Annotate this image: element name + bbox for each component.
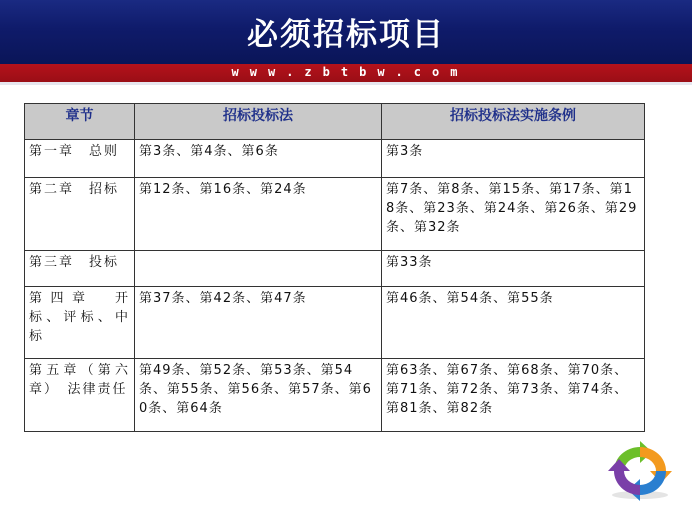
header-law: 招标投标法 — [135, 104, 382, 140]
table-row — [25, 178, 645, 251]
law-cell: 第3条、第4条、第6条 — [135, 140, 382, 178]
header-regulation: 招标投标法实施条例 — [382, 104, 645, 140]
recycle-arrows-icon — [604, 441, 676, 501]
regulation-cell: 第3条 — [382, 140, 645, 178]
table-header-row — [25, 104, 645, 140]
header-chapter: 章节 — [25, 104, 135, 140]
slide-title: 必须招标项目 — [247, 17, 445, 53]
regulation-cell: 第63条、第67条、第68条、第70条、第71条、第72条、第73条、第74条、第81条、第82条 — [382, 359, 645, 432]
chapter-cell: 第五章（第六章） 法律责任 — [25, 359, 135, 432]
table-row — [25, 359, 645, 432]
table-row — [25, 287, 645, 359]
regulation-cell: 第7条、第8条、第15条、第17条、第18条、第23条、第24条、第26条、第29条、第32条 — [382, 178, 645, 251]
regulation-cell: 第46条、第54条、第55条 — [382, 287, 645, 359]
url-ribbon — [0, 64, 692, 82]
chapter-cell: 第一章 总则 — [25, 140, 135, 178]
regulation-cell: 第33条 — [382, 251, 645, 287]
chapter-cell: 第四章 开标、评标、中标 — [25, 287, 135, 359]
articles-table — [24, 103, 645, 432]
law-cell — [135, 251, 382, 287]
divider — [0, 82, 692, 85]
chapter-cell: 第二章 招标 — [25, 178, 135, 251]
law-cell: 第49条、第52条、第53条、第54条、第55条、第56条、第57条、第60条、第64条 — [135, 359, 382, 432]
law-cell: 第37条、第42条、第47条 — [135, 287, 382, 359]
table-row — [25, 251, 645, 287]
site-url: www.zbtbw.com — [231, 65, 469, 79]
chapter-cell: 第三章 投标 — [25, 251, 135, 287]
header-banner — [0, 0, 692, 64]
table-row — [25, 140, 645, 178]
law-cell: 第12条、第16条、第24条 — [135, 178, 382, 251]
